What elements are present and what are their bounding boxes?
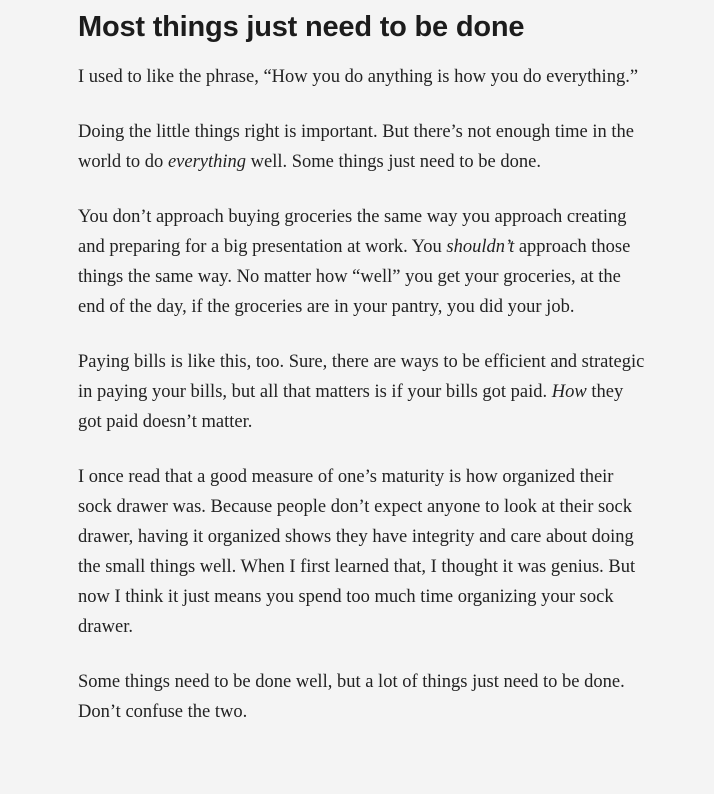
- paragraph: [78, 667, 648, 727]
- paragraph-text: I once read that a good measure of one’s maturity is how organized their sock drawer was. Because people don’t expect anyone to look at their sock drawer, having it organized shows they have integrity and care about doing the small things well. When I first learned that, I thought it was genius. But now I think it just means you spend too much time organizing your sock drawer.: [78, 467, 636, 637]
- paragraph-text: approach those things the same way. No matter how “well” you get your groceries, at the end of the day, if the groceries are in your pantry, you did your job.: [78, 237, 631, 317]
- emphasis-text: shouldn’t: [446, 237, 515, 257]
- paragraph-text: Some things need to be done well, but a lot of things just need to be done. Don’t confuse the two.: [78, 672, 625, 722]
- paragraph-text: they got paid doesn’t matter.: [78, 382, 624, 432]
- paragraph: [78, 202, 648, 322]
- paragraph-text: You don’t approach buying groceries the same way you approach creating and preparing for a big presentation at work. You: [78, 207, 627, 257]
- emphasis-text: How: [551, 382, 587, 402]
- paragraph-text: I used to like the phrase, “How you do anything is how you do everything.”: [78, 67, 639, 87]
- paragraph: [78, 62, 648, 92]
- paragraph: [78, 462, 648, 642]
- article-title: Most things just need to be done: [78, 11, 525, 43]
- paragraph-text: well. Some things just need to be done.: [246, 152, 541, 172]
- paragraph: [78, 117, 648, 177]
- article-body: [78, 62, 648, 752]
- paragraph-text: Doing the little things right is important. But there’s not enough time in the world to do: [78, 122, 634, 172]
- paragraph: [78, 347, 648, 437]
- paragraph-text: Paying bills is like this, too. Sure, there are ways to be efficient and strategic in paying your bills, but all that matters is if your bills got paid.: [78, 352, 645, 402]
- emphasis-text: everything: [167, 152, 247, 172]
